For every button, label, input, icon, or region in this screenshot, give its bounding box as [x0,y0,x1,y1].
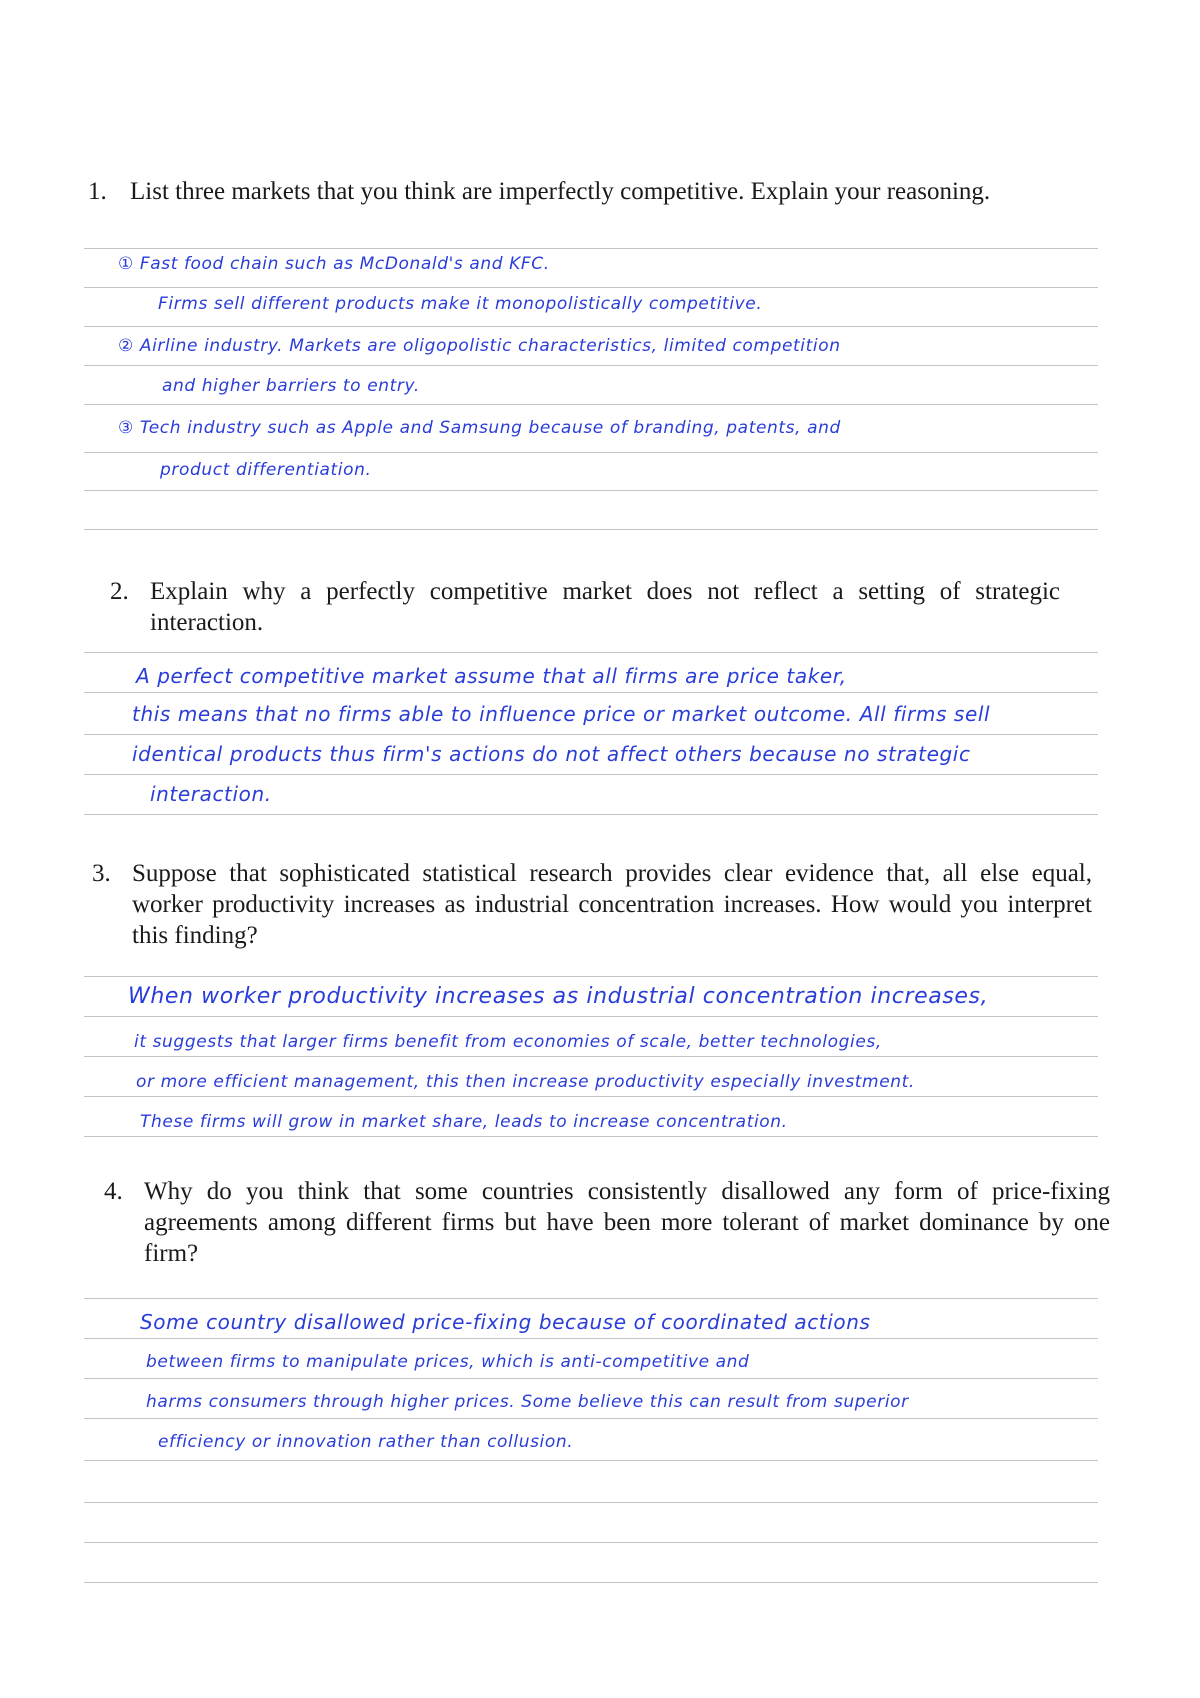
answer-rule [84,1016,1098,1017]
answer-rule [84,1338,1098,1339]
answer-rule [84,734,1098,735]
answer-rule [84,774,1098,775]
answer-rule [84,1502,1098,1503]
question-number: 4. [104,1178,123,1205]
answer-rule [84,326,1098,327]
answer-rule [84,652,1098,653]
answer-1-line-5: ③ Tech industry such as Apple and Samsung because of branding, patents, and [118,418,841,438]
answer-3-line-4: These firms will grow in market share, leads to increase concentration. [140,1112,788,1132]
question-number: 3. [92,860,111,887]
question-1 [88,176,1098,207]
answer-2-line-4: interaction. [150,782,272,806]
answer-rule [84,248,1098,249]
answer-1-line-6: product differentiation. [160,460,372,480]
answer-2-line-1: A perfect competitive market assume that all firms are price taker, [136,664,847,688]
answer-rule [84,1542,1098,1543]
answer-3-line-1: When worker productivity increases as industrial concentration increases, [128,984,989,1009]
answer-rule [84,404,1098,405]
answer-4-line-1: Some country disallowed price-fixing because of coordinated actions [140,1310,871,1334]
answer-1-line-3: ② Airline industry. Markets are oligopolistic characteristics, limited competition [118,336,841,356]
answer-rule [84,1582,1098,1583]
answer-3-line-2: it suggests that larger firms benefit from economies of scale, better technologies, [134,1032,882,1052]
answer-rule [84,1136,1098,1137]
answer-1-line-1: ① Fast food chain such as McDonald's and KFC. [118,254,550,274]
answer-rule [84,1096,1098,1097]
answer-4-line-2: between firms to manipulate prices, which is anti-competitive and [146,1352,750,1372]
answer-4-line-3: harms consumers through higher prices. Some believe this can result from superior [146,1392,909,1412]
question-2 [110,576,1060,638]
answer-4-line-4: efficiency or innovation rather than collusion. [158,1432,574,1452]
question-text: Explain why a perfectly competitive market does not reflect a setting of strategic interaction. [150,578,1060,636]
answer-2-line-2: this means that no firms able to influence price or market outcome. All firms sell [132,702,991,726]
answer-rule [84,490,1098,491]
answer-rule [84,976,1098,977]
answer-2-line-3: identical products thus firm's actions do not affect others because no strategic [132,742,971,766]
answer-3-line-3: or more efficient management, this then increase productivity especially investment. [136,1072,915,1092]
answer-rule [84,452,1098,453]
answer-rule [84,1460,1098,1461]
question-text: List three markets that you think are imperfectly competitive. Explain your reasoning. [130,178,991,205]
answer-rule [84,365,1098,366]
answer-rule [84,529,1098,530]
answer-rule [84,287,1098,288]
question-number: 2. [110,578,129,605]
answer-1-line-2: Firms sell different products make it monopolistically competitive. [158,294,763,314]
answer-rule [84,1298,1098,1299]
answer-rule [84,1378,1098,1379]
question-3 [92,858,1092,951]
answer-rule [84,1056,1098,1057]
question-4 [104,1176,1110,1269]
question-text: Why do you think that some countries consistently disallowed any form of price-fixing agreements among different firms but have been more tolerant of market dominance by one firm? [144,1178,1110,1267]
answer-rule [84,1418,1098,1419]
question-text: Suppose that sophisticated statistical research provides clear evidence that, all else equal, worker productivity increases as industrial concentration increases. How would you interpret this finding? [132,860,1092,949]
answer-rule [84,692,1098,693]
answer-1-line-4: and higher barriers to entry. [162,376,420,396]
question-number: 1. [88,178,107,205]
answer-rule [84,814,1098,815]
